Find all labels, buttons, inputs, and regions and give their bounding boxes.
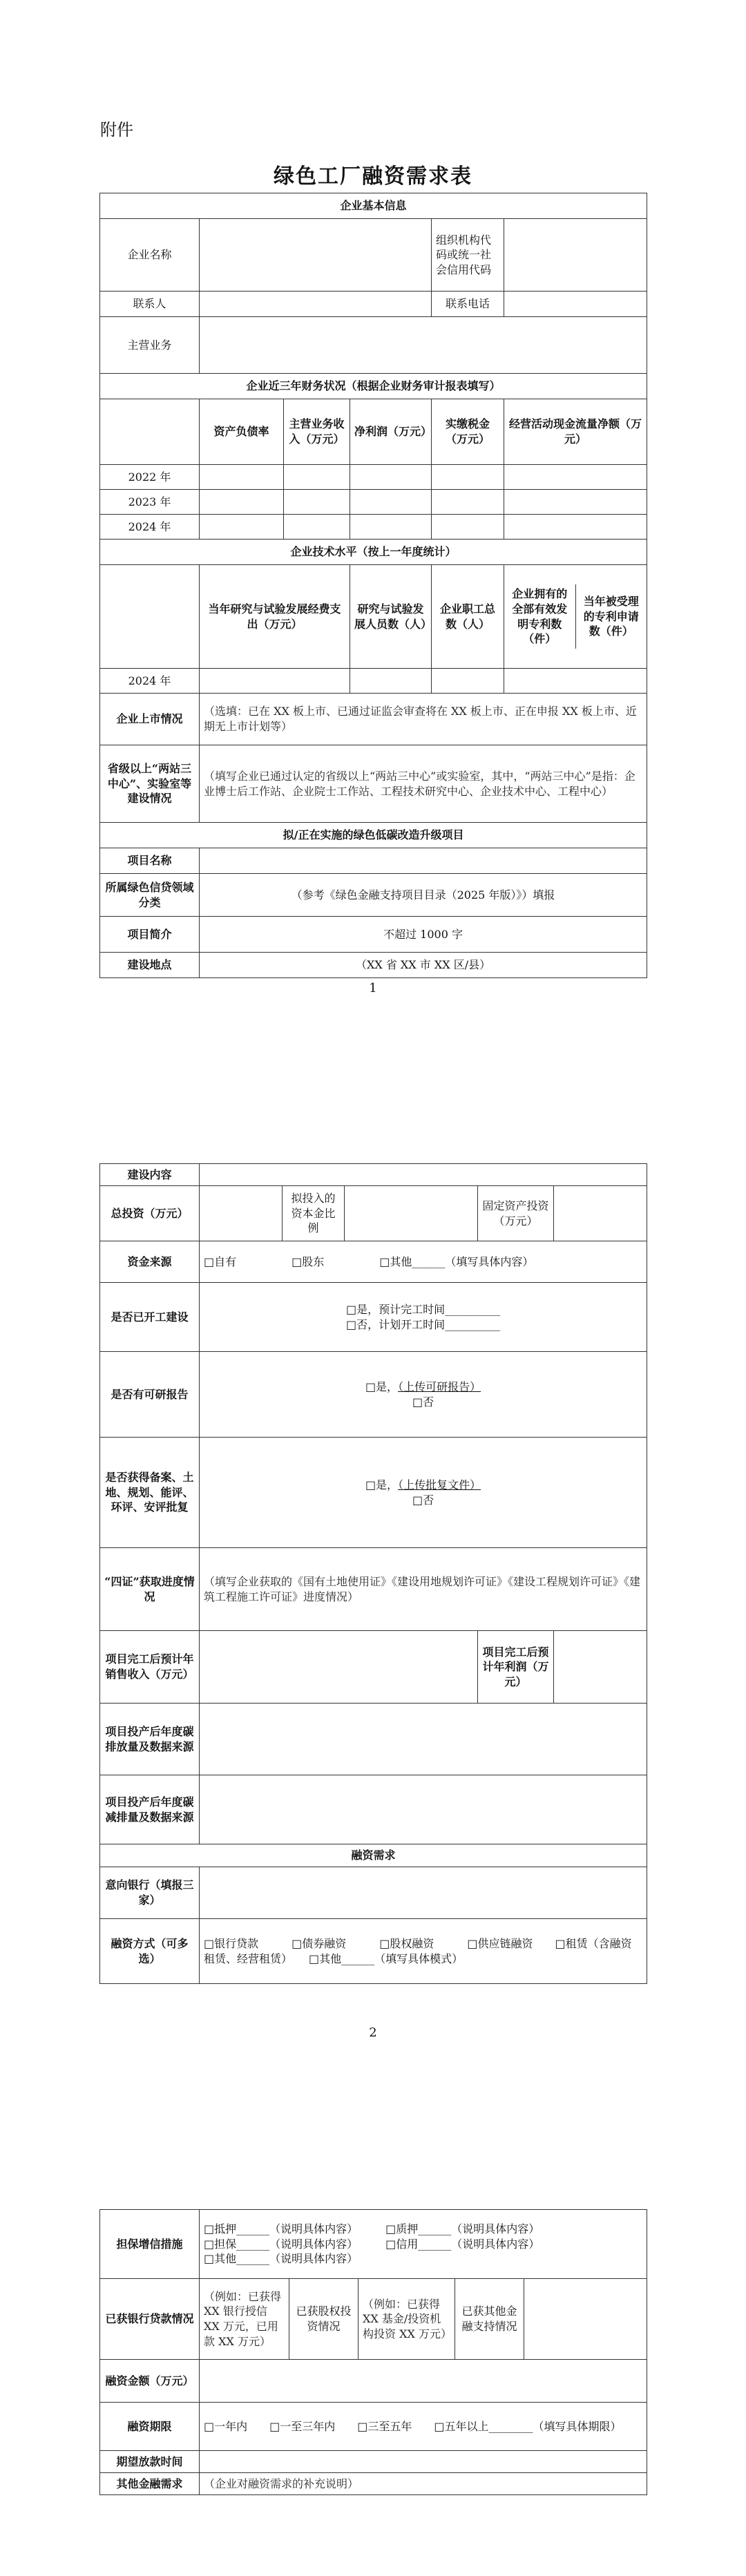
bank-loan-field[interactable]: （例如：已获得 XX 银行授信 XX 万元，已用款 XX 万元） bbox=[200, 2279, 289, 2360]
finance-cell[interactable] bbox=[284, 465, 350, 490]
tech-cell[interactable] bbox=[432, 669, 504, 694]
finance-header: 经营活动现金流量净额（万元） bbox=[504, 399, 647, 465]
started-yes-checkbox[interactable]: □是，预计完工时间__________ bbox=[345, 1302, 501, 1316]
profit-field[interactable] bbox=[554, 1631, 647, 1704]
fixed-asset-field[interactable] bbox=[554, 1186, 647, 1241]
loan-time-field[interactable] bbox=[200, 2451, 647, 2473]
feasibility-no-checkbox[interactable]: □否 bbox=[412, 1395, 434, 1409]
contact-label: 联系人 bbox=[100, 292, 200, 317]
bank-field[interactable] bbox=[200, 1867, 647, 1919]
emission-label: 项目投产后年度碳排放量及数据来源 bbox=[100, 1704, 200, 1775]
capital-ratio-field[interactable] bbox=[345, 1186, 478, 1241]
other-need-label: 其他金融需求 bbox=[100, 2473, 200, 2495]
finance-cell[interactable] bbox=[350, 490, 432, 515]
finance-header: 资产负债率 bbox=[200, 399, 284, 465]
finance-cell[interactable] bbox=[284, 515, 350, 540]
finance-header: 净利润（万元） bbox=[350, 399, 432, 465]
four-cert-label: “四证”获取进度情况 bbox=[100, 1548, 200, 1631]
other-need-field[interactable]: （企业对融资需求的补充说明） bbox=[200, 2473, 647, 2495]
finance-cell[interactable] bbox=[200, 515, 284, 540]
tech-header: 研究与试验发展人员数（人） bbox=[350, 565, 432, 669]
finance-cell[interactable] bbox=[350, 515, 432, 540]
total-invest-label: 总投资（万元） bbox=[100, 1186, 200, 1241]
fund-source-label: 资金来源 bbox=[100, 1241, 200, 1283]
finance-year: 2022 年 bbox=[100, 465, 200, 490]
tech-corner bbox=[100, 565, 200, 669]
company-name-field[interactable] bbox=[200, 219, 432, 292]
page-number: 2 bbox=[369, 2025, 377, 2040]
started-no-checkbox[interactable]: □否，计划开工时间__________ bbox=[345, 1317, 501, 1331]
finance-cell[interactable] bbox=[200, 490, 284, 515]
platform-label: 省级以上“两站三中心”、实验室等建设情况 bbox=[100, 745, 200, 823]
intro-field[interactable]: 不超过 1000 字 bbox=[200, 917, 647, 953]
content-label: 建设内容 bbox=[100, 1164, 200, 1186]
guarantee-option[interactable]: □抵押______（说明具体内容） □质押______（说明具体内容） bbox=[204, 2222, 540, 2236]
section-tech: 企业技术水平（按上一年度统计） bbox=[100, 540, 647, 565]
term-options[interactable]: □一年内 □一至三年内 □三至五年 □五年以上________（填写具体期限） bbox=[200, 2403, 647, 2451]
finance-cell[interactable] bbox=[350, 465, 432, 490]
finance-cell[interactable] bbox=[504, 490, 647, 515]
started-label: 是否已开工建设 bbox=[100, 1283, 200, 1352]
sales-label: 项目完工后预计年销售收入（万元） bbox=[100, 1631, 200, 1704]
guarantee-option[interactable]: □其他______（说明具体内容） bbox=[204, 2252, 358, 2266]
tech-cell[interactable] bbox=[200, 669, 350, 694]
section-basic-info: 企业基本信息 bbox=[100, 193, 647, 219]
method-label: 融资方式（可多选） bbox=[100, 1919, 200, 1984]
phone-label: 联系电话 bbox=[432, 292, 504, 317]
upload-feasibility-link[interactable]: （上传可研报告） bbox=[398, 1380, 481, 1393]
finance-row bbox=[100, 515, 647, 540]
emission-field[interactable] bbox=[200, 1704, 647, 1775]
emission-cut-field[interactable] bbox=[200, 1775, 647, 1844]
page-title: 绿色工厂融资需求表 bbox=[274, 164, 472, 189]
form-table-page2 bbox=[99, 1163, 647, 1984]
page-number: 1 bbox=[369, 981, 377, 995]
guarantee-option[interactable]: □担保______（说明具体内容） □信用______（说明具体内容） bbox=[204, 2237, 540, 2251]
feasibility-label: 是否有可研报告 bbox=[100, 1352, 200, 1438]
loan-time-label: 期望放款时间 bbox=[100, 2451, 200, 2473]
finance-cell[interactable] bbox=[432, 490, 504, 515]
category-label: 所属绿色信贷领域分类 bbox=[100, 874, 200, 917]
section-financing: 融资需求 bbox=[100, 1844, 647, 1867]
finance-row bbox=[100, 465, 647, 490]
emission-cut-label: 项目投产后年度碳减排量及数据来源 bbox=[100, 1775, 200, 1844]
equity-field[interactable]: （例如：已获得 XX 基金/投资机构投资 XX 万元） bbox=[358, 2279, 455, 2360]
equity-label: 已获股权投资情况 bbox=[289, 2279, 358, 2360]
intro-label: 项目简介 bbox=[100, 917, 200, 953]
other-support-field[interactable] bbox=[524, 2279, 647, 2360]
finance-header: 实缴税金（万元） bbox=[432, 399, 504, 465]
finance-row bbox=[100, 490, 647, 515]
tech-header: 企业拥有的全部有效发明专利数（件） bbox=[504, 584, 575, 648]
content-field[interactable] bbox=[200, 1164, 647, 1186]
section-finance: 企业近三年财务状况（根据企业财务审计报表填写） bbox=[100, 374, 647, 399]
approval-yes-checkbox[interactable]: □是， bbox=[365, 1478, 399, 1491]
form-table-page1 bbox=[99, 193, 647, 978]
annex-label: 附件 bbox=[100, 120, 133, 140]
form-table-page3 bbox=[99, 2209, 647, 2495]
amount-field[interactable] bbox=[200, 2360, 647, 2403]
section-project: 拟/正在实施的绿色低碳改造升级项目 bbox=[100, 823, 647, 848]
listing-field[interactable]: （选填：已在 XX 板上市、已通过证监会审查将在 XX 板上市、正在申报 XX 板上市、近期无上市计划等） bbox=[200, 694, 647, 745]
guarantee-label: 担保增信措施 bbox=[100, 2210, 200, 2279]
company-name-label: 企业名称 bbox=[100, 219, 200, 292]
tech-cell[interactable] bbox=[504, 669, 647, 694]
listing-label: 企业上市情况 bbox=[100, 694, 200, 745]
four-cert-field[interactable]: （填写企业获取的《国有土地使用证》《建设用地规划许可证》《建设工程规划许可证》《建筑工程施工许可证》进度情况） bbox=[200, 1548, 647, 1631]
capital-ratio-label: 拟投入的资本金比例 bbox=[283, 1186, 345, 1241]
approval-label: 是否获得备案、土地、规划、能评、环评、安评批复 bbox=[100, 1438, 200, 1548]
tech-year: 2024 年 bbox=[100, 669, 200, 694]
main-business-field[interactable] bbox=[200, 317, 647, 374]
finance-year: 2023 年 bbox=[100, 490, 200, 515]
finance-year: 2024 年 bbox=[100, 515, 200, 540]
other-support-label: 已获其他金融支持情况 bbox=[455, 2279, 524, 2360]
finance-cell[interactable] bbox=[200, 465, 284, 490]
tech-header: 当年研究与试验发展经费支出（万元） bbox=[200, 565, 350, 669]
total-invest-field[interactable] bbox=[200, 1186, 283, 1241]
category-field[interactable]: （参考《绿色金融支持项目目录（2025 年版）》）填报 bbox=[200, 874, 647, 917]
finance-cell[interactable] bbox=[432, 465, 504, 490]
approval-no-checkbox[interactable]: □否 bbox=[412, 1493, 434, 1507]
credit-code-field[interactable] bbox=[504, 219, 647, 292]
fund-source-options[interactable]: □自有 □股东 □其他______（填写具体内容） bbox=[200, 1241, 647, 1283]
upload-approval-link[interactable]: （上传批复文件） bbox=[398, 1478, 481, 1491]
amount-label: 融资金额（万元） bbox=[100, 2360, 200, 2403]
finance-cell[interactable] bbox=[284, 490, 350, 515]
location-field[interactable]: （XX 省 XX 市 XX 区/县） bbox=[200, 953, 647, 978]
credit-code-label: 组织机构代码或统一社会信用代码 bbox=[432, 219, 504, 292]
bank-loan-label: 已获银行贷款情况 bbox=[100, 2279, 200, 2360]
project-name-field[interactable] bbox=[200, 848, 647, 874]
term-label: 融资期限 bbox=[100, 2403, 200, 2451]
fixed-asset-label: 固定资产投资（万元） bbox=[478, 1186, 554, 1241]
method-options[interactable]: □银行贷款 □债券融资 □股权融资 □供应链融资 □租赁（含融资租赁、经营租赁） □其他______（填写具体模式） bbox=[200, 1919, 647, 1984]
bank-label: 意向银行（填报三家） bbox=[100, 1867, 200, 1919]
contact-field[interactable] bbox=[200, 292, 432, 317]
finance-cell[interactable] bbox=[504, 515, 647, 540]
main-business-label: 主营业务 bbox=[100, 317, 200, 374]
tech-header: 当年被受理的专利申请数（件） bbox=[583, 595, 639, 638]
platform-field[interactable]: （填写企业已通过认定的省级以上“两站三中心”或实验室，其中，“两站三中心”是指：企业博士后工作站、企业院士工作站、工程技术研究中心、企业技术中心、工程中心） bbox=[200, 745, 647, 823]
phone-field[interactable] bbox=[504, 292, 647, 317]
project-name-label: 项目名称 bbox=[100, 848, 200, 874]
finance-cell[interactable] bbox=[432, 515, 504, 540]
tech-cell[interactable] bbox=[350, 669, 432, 694]
finance-header: 主营业务收入（万元） bbox=[284, 399, 350, 465]
profit-label: 项目完工后预计年利润（万元） bbox=[478, 1631, 554, 1704]
location-label: 建设地点 bbox=[100, 953, 200, 978]
finance-corner bbox=[100, 399, 200, 465]
sales-field[interactable] bbox=[200, 1631, 478, 1704]
feasibility-yes-checkbox[interactable]: □是， bbox=[365, 1380, 399, 1393]
tech-header: 企业职工总数（人） bbox=[432, 565, 504, 669]
finance-cell[interactable] bbox=[504, 465, 647, 490]
